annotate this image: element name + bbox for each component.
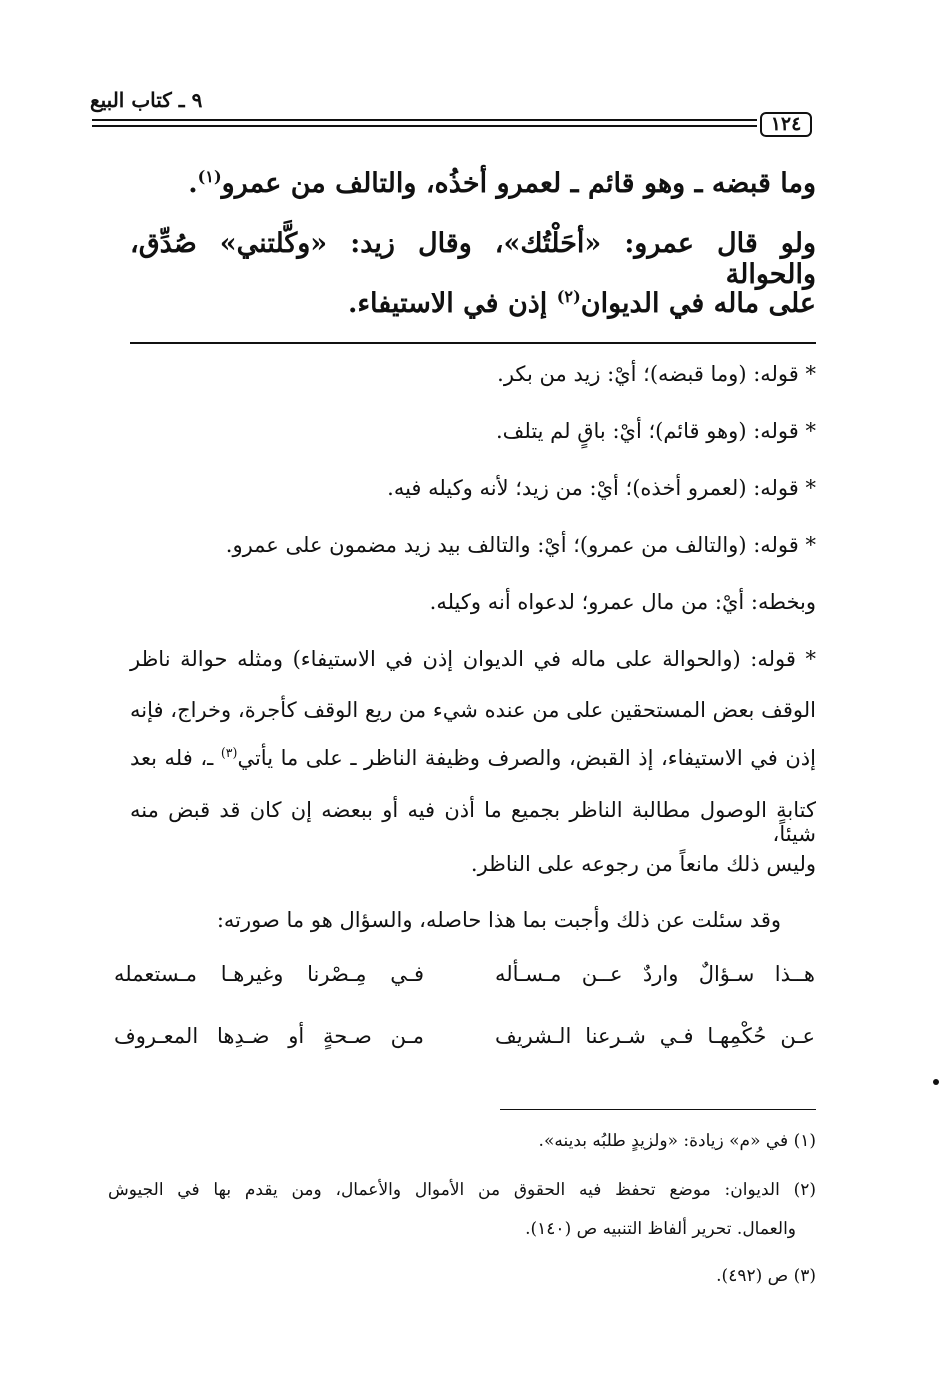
footnote-1: (١) في «م» زيادة: «ولزيدٍ طلبُه بدينه». [538, 1131, 816, 1151]
matn-text: وما قبضه ـ وهو قائم ـ لعمرو أخذُه، والتالف من عمرو [221, 168, 816, 199]
footnote-3: (٣) ص (٤٩٢). [716, 1266, 816, 1286]
footnote-2-continued: والعمال. تحرير ألفاظ التنبيه ص (١٤٠). [525, 1219, 796, 1239]
verse-1-hemistich-2: فـي مِـصْرنا وغيرهـا مـستعمله [114, 962, 424, 986]
commentary-line: * قوله: (والحوالة على ماله في الديوان إذن في الاستيفاء) ومثله حوالة ناظر [130, 647, 816, 671]
header-rule [92, 119, 757, 121]
chapter-title: ٩ ـ كتاب البيع [90, 88, 203, 112]
footnote-ref: (١) [197, 167, 222, 186]
commentary-line: وليس ذلك مانعاً من رجوعه على الناظر. [470, 852, 816, 876]
commentary-line: * قوله: (والتالف من عمرو)؛ أيْ: والتالف بيد زيد مضمون على عمرو. [225, 533, 816, 557]
commentary-line [130, 746, 816, 770]
matn-line-2: ولو قال عمرو: «أحَلْتُك»، وقال زيد: «وكَّلتني» صُدِّق، والحوالة [130, 228, 816, 290]
header-rule-double [92, 125, 757, 127]
matn-line-3 [348, 288, 816, 319]
matn-line-1 [188, 168, 816, 199]
commentary-line: * قوله: (وهو قائم)؛ أيْ: باقٍ لم يتلف. [495, 419, 816, 443]
commentary-line: كتابة الوصول مطالبة الناظر بجميع ما أذن فيه أو ببعضه إن كان قد قبض منه شيئاً، [130, 798, 816, 846]
footnote-2: (٢) الديوان: موضع تحفظ فيه الحقوق من الأموال والأعمال، ومن يقدم بها في الجيوش [108, 1180, 816, 1200]
footnote-ref: (٢) [556, 287, 581, 306]
commentary-line: وبخطه: أيْ: من مال عمرو؛ لدعواه أنه وكيله. [429, 590, 816, 614]
matn-text: إذن في الاستيفاء. [347, 288, 557, 319]
commentary-line: الوقف بعض المستحقين على من عنده شيء من ريع الوقف كأجرة، وخراج، فإنه [130, 698, 816, 722]
commentary-text: ـ، فله بعد [130, 746, 221, 770]
matn-end: . [188, 168, 198, 199]
commentary-line: وقد سئلت عن ذلك وأجبت بما هذا حاصله، والسؤال هو ما صورته: [216, 908, 781, 932]
footnote-separator [500, 1109, 816, 1110]
commentary-line: * قوله: (لعمرو أخذه)؛ أيْ: من زيد؛ لأنه وكيله فيه. [387, 476, 816, 500]
commentary-line: * قوله: (وما قبضه)؛ أيْ: زيد من بكر. [497, 362, 816, 386]
verse-2-hemistich-1: عـن حُكْمِهـا فـي شـرعنا الـشريف [495, 1024, 815, 1048]
page-number: ١٢٤ [760, 112, 812, 137]
verse-1-hemistich-1: هــذا سـؤالٌ واردٌ عــن مـسـأله [495, 962, 815, 986]
commentary-text: إذن في الاستيفاء، إذ القبض، والصرف وظيفة الناظر ـ على ما يأتي [237, 746, 816, 770]
matn-text: على ماله في الديوان [580, 288, 816, 319]
verse-2-hemistich-2: مـن صـحةٍ أو ضـدِها المعـروف [114, 1024, 424, 1048]
margin-dot [933, 1079, 939, 1085]
footnote-ref: (٣) [220, 745, 238, 760]
matn-commentary-separator [130, 342, 816, 344]
